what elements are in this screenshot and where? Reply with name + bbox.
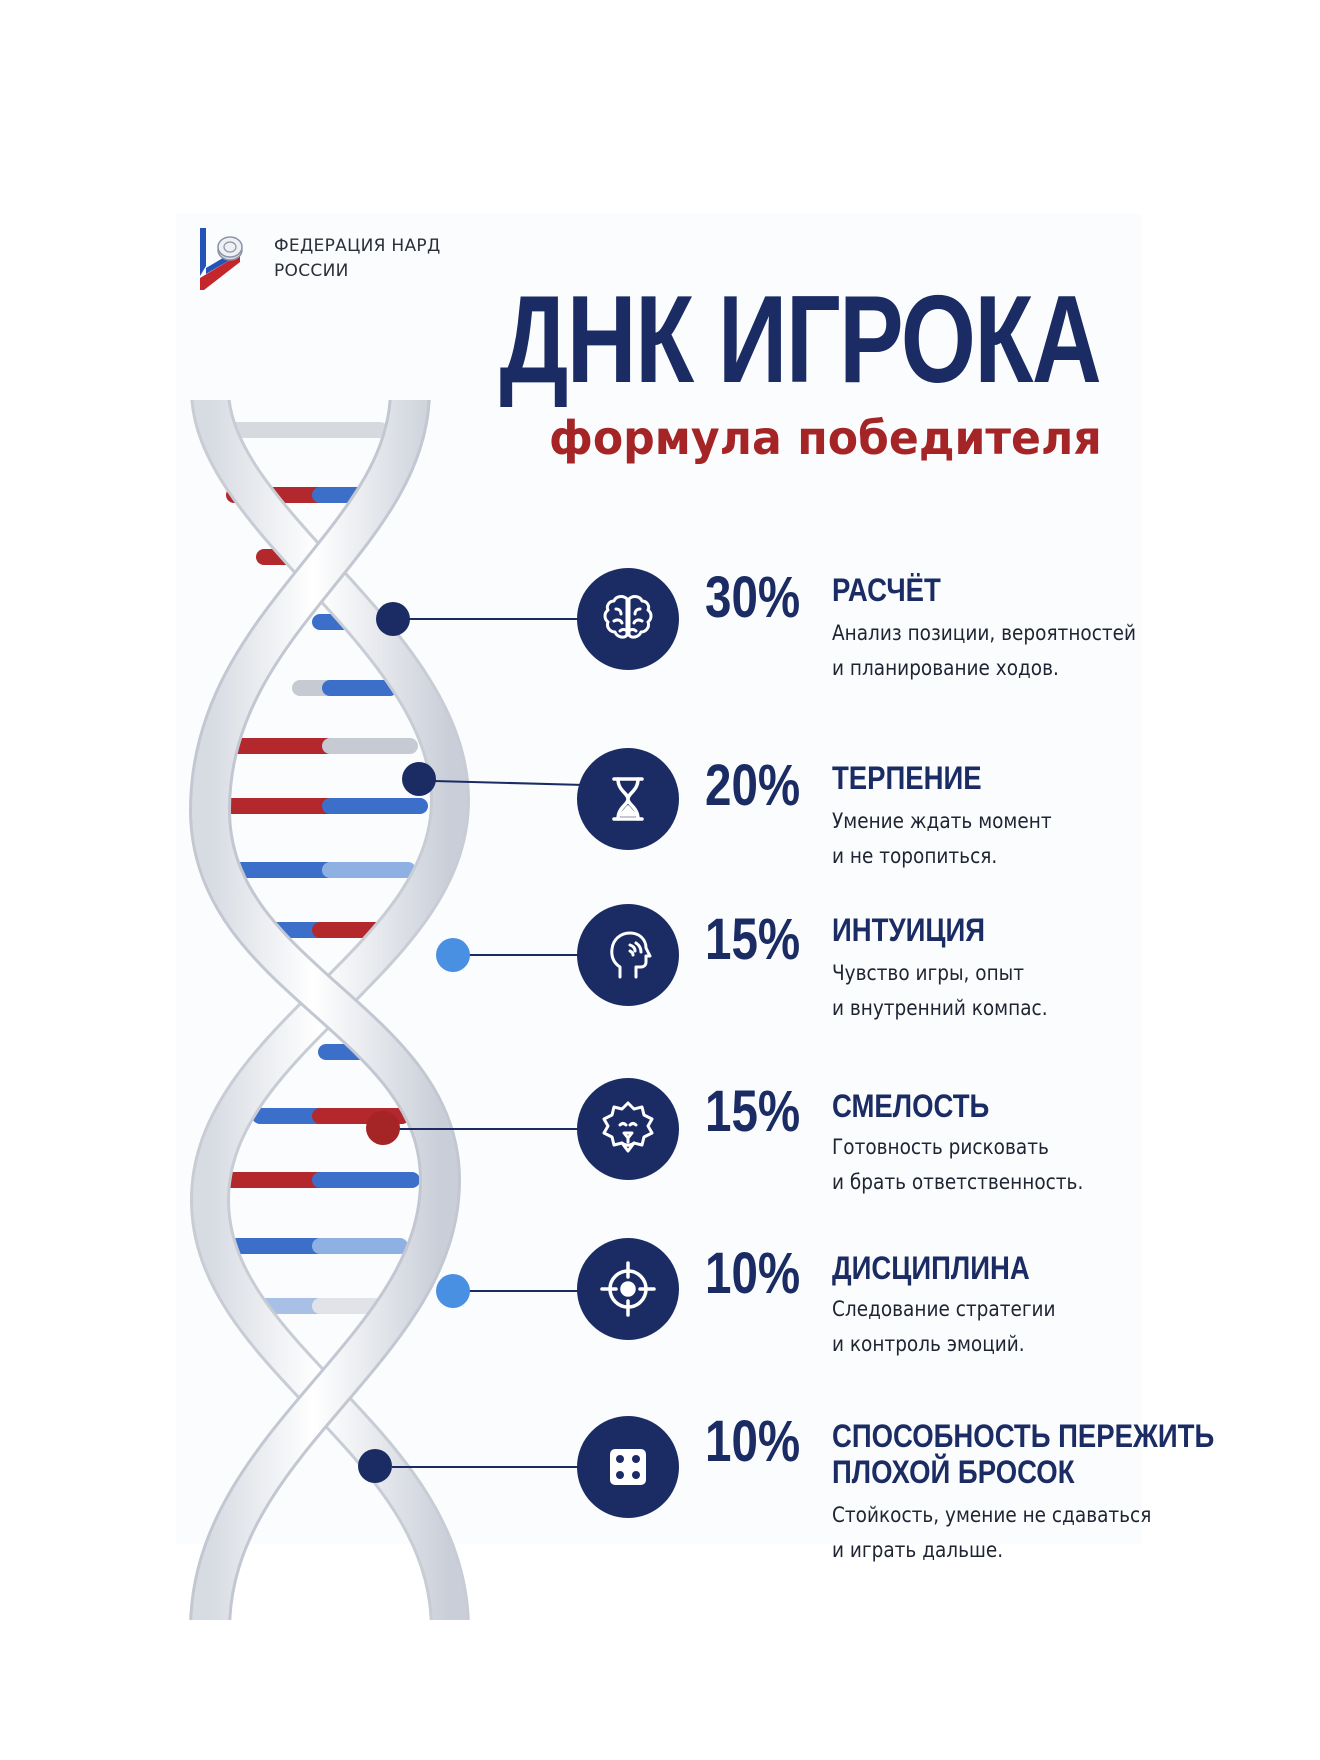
trait-description-line1: Готовность рисковать bbox=[832, 1135, 1049, 1159]
lion-icon bbox=[596, 1097, 660, 1161]
trait-name: ИНТУИЦИЯ bbox=[832, 912, 986, 948]
trait-row-intuition bbox=[0, 907, 1320, 1068]
target-crosshair-icon bbox=[596, 1257, 660, 1321]
trait-percent: 30% bbox=[705, 565, 801, 630]
connector-line bbox=[392, 618, 582, 620]
trait-description-line1: Анализ позиции, вероятностей bbox=[832, 621, 1137, 645]
trait-percent: 20% bbox=[705, 753, 801, 818]
trait-percent: 10% bbox=[705, 1409, 801, 1474]
trait-percent: 15% bbox=[705, 1079, 801, 1144]
helix-marker-dot bbox=[376, 602, 410, 636]
connector-line bbox=[398, 1128, 580, 1130]
trait-description-line2: и не торопиться. bbox=[832, 844, 998, 868]
trait-icon-badge bbox=[577, 1078, 679, 1180]
trait-description bbox=[832, 1498, 1151, 1568]
federation-name-line1: ФЕДЕРАЦИЯ НАРД bbox=[274, 236, 441, 256]
helix-marker-dot bbox=[436, 938, 470, 972]
trait-icon-badge bbox=[577, 1238, 679, 1340]
trait-description bbox=[832, 1130, 1083, 1200]
trait-name: ТЕРПЕНИЕ bbox=[832, 760, 982, 796]
trait-name: РАСЧЁТ bbox=[832, 572, 941, 608]
trait-description-line1: Стойкость, умение не сдаваться bbox=[832, 1503, 1152, 1527]
trait-description bbox=[832, 616, 1136, 686]
trait-icon-badge bbox=[577, 904, 679, 1006]
trait-description-line2: и внутренний компас. bbox=[832, 996, 1048, 1020]
trait-name-line2: ПЛОХОЙ БРОСОК bbox=[832, 1454, 1075, 1490]
trait-description-line2: и контроль эмоций. bbox=[832, 1332, 1025, 1356]
connector-line bbox=[464, 954, 580, 956]
helix-marker-dot bbox=[436, 1274, 470, 1308]
trait-row-patience bbox=[0, 748, 1320, 898]
trait-description-line1: Умение ждать момент bbox=[832, 809, 1052, 833]
trait-description bbox=[832, 1292, 1056, 1362]
trait-name-line1: СПОСОБНОСТЬ ПЕРЕЖИТЬ bbox=[832, 1418, 1215, 1454]
trait-icon-badge bbox=[577, 568, 679, 670]
trait-description-line2: и играть дальше. bbox=[832, 1538, 1004, 1562]
trait-percent: 10% bbox=[705, 1241, 801, 1306]
trait-row-calculation bbox=[0, 560, 1320, 710]
hourglass-icon bbox=[596, 767, 660, 831]
head-intuition-icon bbox=[596, 923, 660, 987]
federation-logo bbox=[200, 228, 460, 292]
trait-row-resilience bbox=[0, 1409, 1320, 1582]
trait-description-line1: Следование стратегии bbox=[832, 1297, 1056, 1321]
trait-description-line2: и планирование ходов. bbox=[832, 656, 1059, 680]
page-subtitle: формула победителя bbox=[549, 411, 1102, 465]
trait-name: ДИСЦИПЛИНА bbox=[832, 1250, 1030, 1286]
federation-name-line2: РОССИИ bbox=[274, 261, 349, 281]
trait-name: СМЕЛОСТЬ bbox=[832, 1088, 990, 1124]
connector-line bbox=[434, 780, 580, 786]
connector-line bbox=[464, 1290, 580, 1292]
federation-name bbox=[274, 234, 474, 284]
trait-description bbox=[832, 956, 1048, 1026]
backgammon-checker-flag-logo bbox=[200, 228, 246, 290]
helix-marker-dot bbox=[366, 1111, 400, 1145]
helix-marker-dot bbox=[402, 762, 436, 796]
dice-four-icon bbox=[596, 1435, 660, 1499]
trait-description-line1: Чувство игры, опыт bbox=[832, 961, 1025, 985]
trait-description-line2: и брать ответственность. bbox=[832, 1170, 1084, 1194]
trait-row-discipline bbox=[0, 1241, 1320, 1414]
trait-percent: 15% bbox=[705, 907, 801, 972]
trait-icon-badge bbox=[577, 1416, 679, 1518]
trait-row-courage bbox=[0, 1079, 1320, 1244]
helix-marker-dot bbox=[358, 1449, 392, 1483]
trait-description bbox=[832, 804, 1052, 874]
trait-name bbox=[832, 1418, 1214, 1490]
trait-icon-badge bbox=[577, 748, 679, 850]
brain-icon bbox=[596, 587, 660, 651]
connector-line bbox=[392, 1466, 582, 1468]
page-title: ДНК ИГРОКА bbox=[499, 271, 1100, 409]
